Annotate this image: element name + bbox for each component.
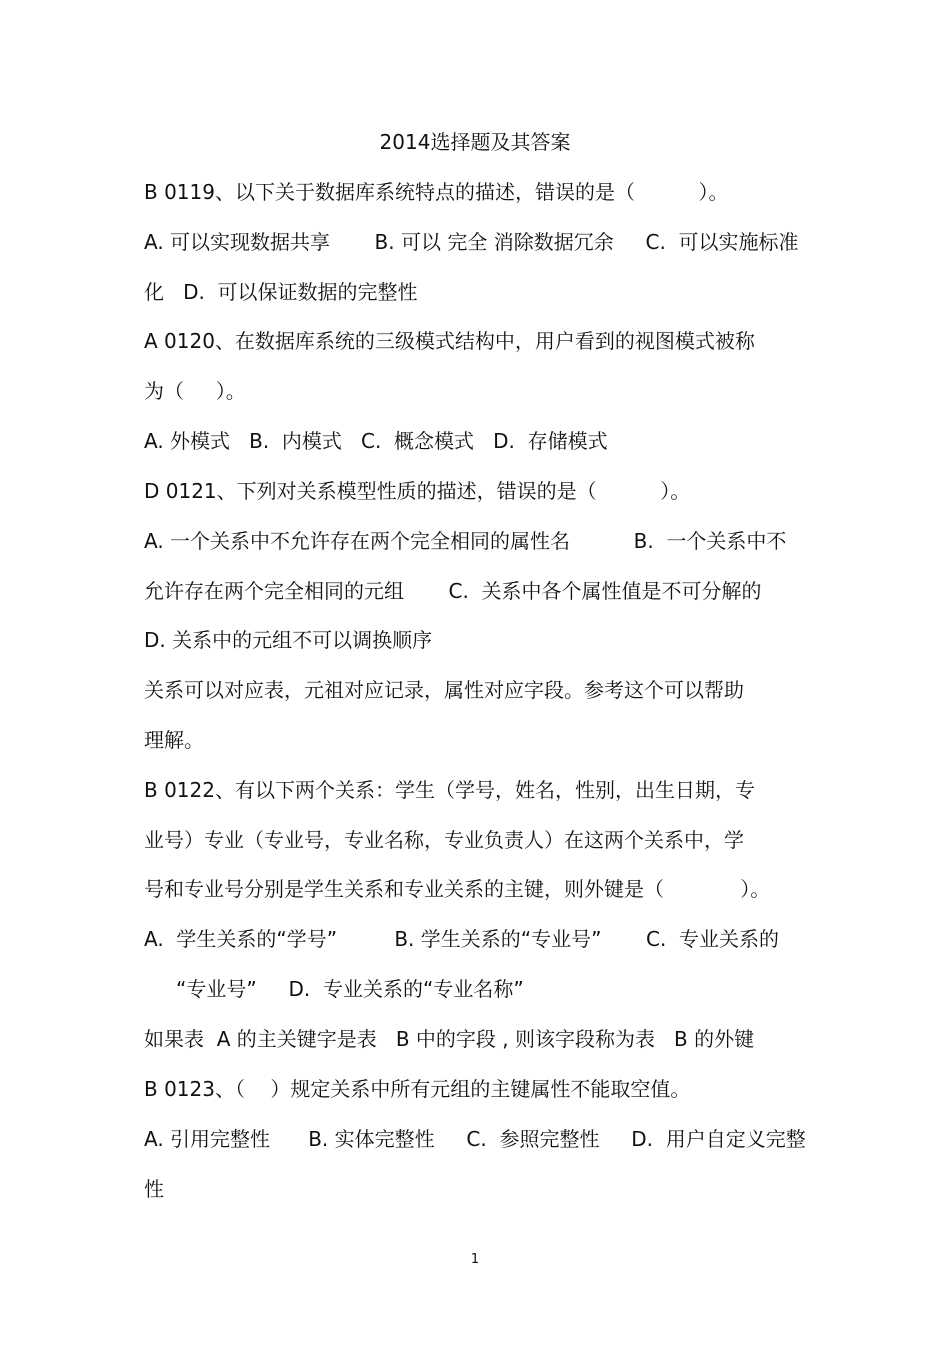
question-0120-line-2: 为（ ）。 — [144, 379, 246, 403]
question-0120-options: A. 外模式 B. 内模式 C. 概念模式 D. 存储模式 — [144, 429, 608, 453]
question-0121-line-1: D 0121、下列对关系模型性质的描述，错误的是（ ）。 — [144, 479, 691, 503]
question-0122-options-line-1: A. 学生关系的“学号” B. 学生关系的“专业号” C. 专业关系的 — [144, 927, 780, 951]
question-0119-options-line-2: 化 D. 可以保证数据的完整性 — [144, 280, 418, 304]
question-0123-line-1: B 0123、（ ）规定关系中所有元组的主键属性不能取空值。 — [144, 1077, 691, 1101]
question-0121-options-line-1: A. 一个关系中不允许存在两个完全相同的属性名 B. 一个关系中不 — [144, 529, 787, 553]
question-0121-options-line-2: 允许存在两个完全相同的元组 C. 关系中各个属性值是不可分解的 — [144, 579, 762, 603]
question-0122-line-1: B 0122、有以下两个关系：学生（学号，姓名，性别，出生日期，专 — [144, 778, 755, 802]
question-0119-line-1: B 0119、以下关于数据库系统特点的描述，错误的是（ ）。 — [144, 180, 729, 204]
question-0123-options-line-1: A. 引用完整性 B. 实体完整性 C. 参照完整性 D. 用户自定义完整 — [144, 1127, 806, 1151]
document-title: 2014选择题及其答案 — [379, 130, 571, 154]
question-0122-line-2: 业号）专业（专业号，专业名称，专业负责人）在这两个关系中，学 — [144, 828, 744, 852]
note-line-2: 理解。 — [144, 728, 204, 752]
page-number: 1 — [470, 1252, 480, 1267]
foreign-key-note: 如果表 A 的主关键字是表 B 中的字段 , 则该字段称为表 B 的外键 — [144, 1027, 755, 1051]
question-0120-line-1: A 0120、在数据库系统的三级模式结构中，用户看到的视图模式被称 — [144, 329, 755, 353]
question-0123-options-line-2: 性 — [144, 1177, 164, 1201]
question-0121-options-line-3: D. 关系中的元组不可以调换顺序 — [144, 628, 433, 652]
note-line-1: 关系可以对应表，元祖对应记录，属性对应字段。参考这个可以帮助 — [144, 678, 744, 702]
question-0122-line-3: 号和专业号分别是学生关系和专业关系的主键，则外键是（ ）。 — [144, 877, 771, 901]
question-0119-options-line-1: A. 可以实现数据共享 B. 可以 完全 消除数据冗余 C. 可以实施标准 — [144, 230, 799, 254]
question-0122-options-line-2: “专业号” D. 专业关系的“专业名称” — [176, 977, 524, 1001]
